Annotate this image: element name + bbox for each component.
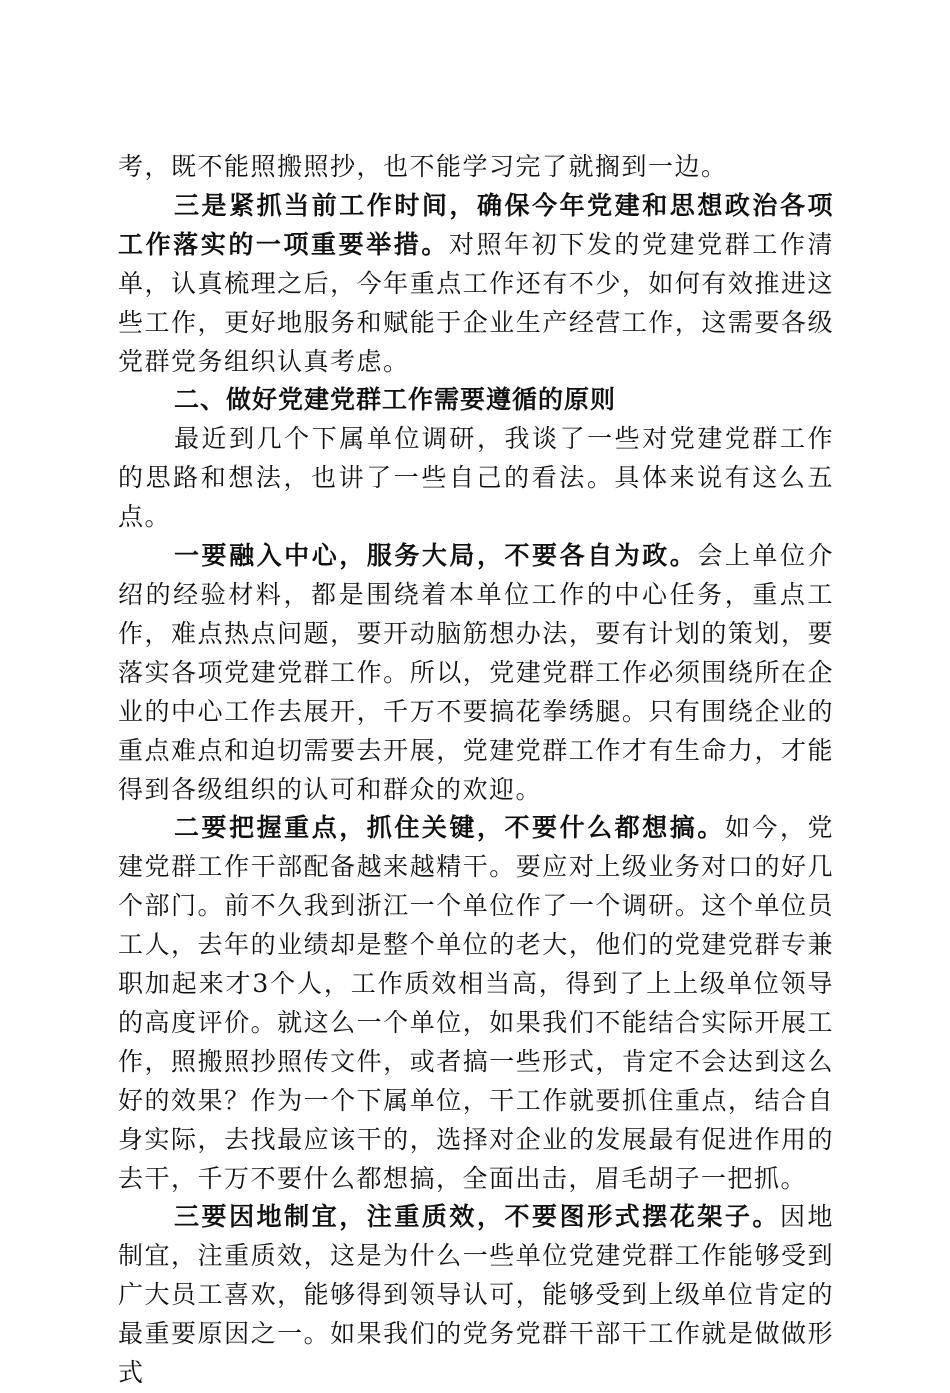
paragraph-text: 考，既不能照搬照抄，也不能学习完了就搁到一边。: [118, 152, 728, 181]
paragraph-text: 会上单位介绍的经验材料，都是围绕着本单位工作的中心任务，重点工作，难点热点问题，要开动脑筋想办法，要有计划的策划，要落实各项党建党群工作。所以，党建党群工作必须围绕所在企业的中心工作去展开，千万不要搞花拳绣腿。只有围绕企业的重点难点和迫切需要去开展，党建党群工作才有生命力，才能得到各级组织的认可和群众的欢迎。: [118, 541, 834, 804]
paragraph-principle-three: [118, 1198, 834, 1393]
paragraph-text: 如今，党建党群工作干部配备越来越精干。要应对上级业务对口的好几个部门。前不久我到浙江一个单位作了一个调研。这个单位员工人，去年的业绩却是整个单位的老大，他们的党建党群专兼职加起来才3个人，工作质效相当高，得到了上上级单位领导的高度评价。就这么一个单位，如果我们不能结合实际开展工作，照搬照抄照传文件，或者搞一些形式，肯定不会达到这么好的效果？作为一个下属单位，干工作就要抓住重点，结合自身实际，去找最应该干的，选择对企业的发展最有促进作用的去干，千万不要什么都想搞，全面出击，眉毛胡子一把抓。: [118, 813, 834, 1193]
paragraph-lead: 二要把握重点，抓住关键，不要什么都想搞。: [174, 813, 725, 843]
paragraph-lead: 三是紧抓当前工作时间，确保今年党建和思想政治各项工作落实的一项重要举措。: [118, 190, 834, 259]
paragraph-point-three: [118, 187, 834, 382]
paragraph-text: 因地制宜，注重质效，这是为什么一些单位党建党群工作能够受到广大员工喜欢，能够得到领导认可，能够受到上级单位肯定的最重要原因之一。如果我们的党务党群干部干工作就是做做形式: [118, 1202, 834, 1388]
paragraph-continuation: [118, 148, 834, 187]
paragraph-lead: 一要融入中心，服务大局，不要各自为政。: [174, 541, 698, 571]
paragraph-intro: [118, 420, 834, 537]
document-body: [118, 148, 834, 1393]
section-heading: 二、做好党建党群工作需要遵循的原则: [174, 385, 617, 415]
paragraph-lead: 三要因地制宜，注重质效，不要图形式摆花架子。: [174, 1202, 780, 1232]
paragraph-principle-one: [118, 537, 834, 809]
paragraph-principle-two: [118, 809, 834, 1198]
paragraph-text: 对照年初下发的党建党群工作清单，认真梳理之后，今年重点工作还有不少，如何有效推进这些工作，更好地服务和赋能于企业生产经营工作，这需要各级党群党务组织认真考虑。: [118, 229, 834, 376]
paragraph-text: 最近到几个下属单位调研，我谈了一些对党建党群工作的思路和想法，也讲了一些自己的看法。具体来说有这么五点。: [118, 424, 834, 532]
